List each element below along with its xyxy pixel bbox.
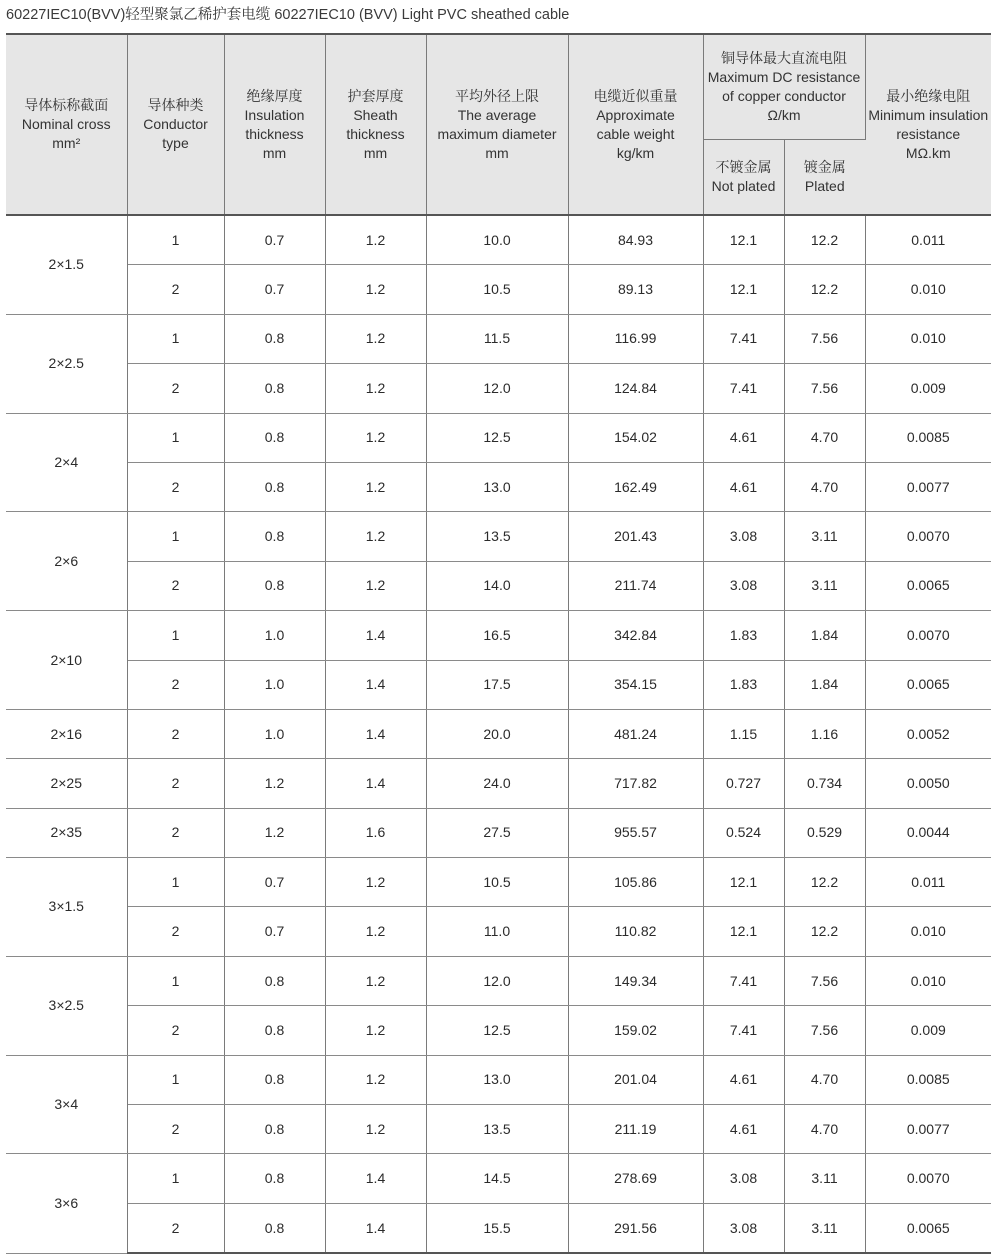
cell-insulation-thickness: 0.8 bbox=[224, 462, 325, 511]
cell-cable-weight: 159.02 bbox=[568, 1006, 703, 1055]
cell-cable-weight: 201.43 bbox=[568, 512, 703, 561]
header-sheath-thickness: 护套厚度 Sheath thickness mm bbox=[325, 34, 426, 215]
cell-sheath-thickness: 1.4 bbox=[325, 709, 426, 758]
cell-sheath-thickness: 1.4 bbox=[325, 660, 426, 709]
cell-max-diameter: 13.0 bbox=[426, 462, 568, 511]
table-row bbox=[6, 364, 991, 413]
cell-sheath-thickness: 1.6 bbox=[325, 808, 426, 857]
cell-insulation-thickness: 1.0 bbox=[224, 660, 325, 709]
cell-min-insulation-resistance: 0.009 bbox=[865, 364, 991, 413]
cell-nominal-cross: 2×35 bbox=[6, 808, 127, 857]
cell-insulation-thickness: 0.8 bbox=[224, 1105, 325, 1154]
cell-plated-resistance: 3.11 bbox=[784, 1203, 865, 1253]
cell-cable-weight: 149.34 bbox=[568, 956, 703, 1005]
cell-min-insulation-resistance: 0.0065 bbox=[865, 561, 991, 610]
cell-cable-weight: 211.19 bbox=[568, 1105, 703, 1154]
cell-plated-resistance: 3.11 bbox=[784, 561, 865, 610]
cell-min-insulation-resistance: 0.009 bbox=[865, 1006, 991, 1055]
cell-sheath-thickness: 1.2 bbox=[325, 1006, 426, 1055]
cell-insulation-thickness: 1.2 bbox=[224, 808, 325, 857]
cell-cable-weight: 278.69 bbox=[568, 1154, 703, 1203]
cell-not-plated-resistance: 4.61 bbox=[703, 462, 784, 511]
table-row bbox=[6, 709, 991, 758]
header-plated: 镀金属 Plated bbox=[784, 140, 865, 216]
cell-not-plated-resistance: 1.15 bbox=[703, 709, 784, 758]
cell-plated-resistance: 3.11 bbox=[784, 512, 865, 561]
cell-sheath-thickness: 1.2 bbox=[325, 1105, 426, 1154]
table-row bbox=[6, 907, 991, 956]
table-row bbox=[6, 314, 991, 363]
header-nominal-cross: 导体标称截面 Nominal cross mm² bbox=[6, 34, 127, 215]
cell-min-insulation-resistance: 0.0077 bbox=[865, 462, 991, 511]
cell-nominal-cross: 2×1.5 bbox=[6, 215, 127, 314]
cell-not-plated-resistance: 7.41 bbox=[703, 956, 784, 1005]
cell-min-insulation-resistance: 0.0085 bbox=[865, 1055, 991, 1104]
cell-min-insulation-resistance: 0.0044 bbox=[865, 808, 991, 857]
cell-plated-resistance: 1.16 bbox=[784, 709, 865, 758]
cell-not-plated-resistance: 1.83 bbox=[703, 611, 784, 660]
cell-plated-resistance: 7.56 bbox=[784, 314, 865, 363]
cell-max-diameter: 13.5 bbox=[426, 1105, 568, 1154]
cell-cable-weight: 354.15 bbox=[568, 660, 703, 709]
table-row bbox=[6, 660, 991, 709]
cell-conductor-type: 2 bbox=[127, 1006, 224, 1055]
table-row bbox=[6, 808, 991, 857]
cell-nominal-cross: 2×10 bbox=[6, 611, 127, 710]
cell-conductor-type: 2 bbox=[127, 1203, 224, 1253]
cell-min-insulation-resistance: 0.0070 bbox=[865, 1154, 991, 1203]
cell-conductor-type: 2 bbox=[127, 1105, 224, 1154]
header-insulation-thickness: 绝缘厚度 Insulation thickness mm bbox=[224, 34, 325, 215]
cell-cable-weight: 955.57 bbox=[568, 808, 703, 857]
cell-min-insulation-resistance: 0.0050 bbox=[865, 759, 991, 808]
cell-sheath-thickness: 1.2 bbox=[325, 265, 426, 314]
cell-min-insulation-resistance: 0.010 bbox=[865, 265, 991, 314]
cell-plated-resistance: 0.529 bbox=[784, 808, 865, 857]
cell-cable-weight: 162.49 bbox=[568, 462, 703, 511]
table-row bbox=[6, 413, 991, 462]
cell-plated-resistance: 7.56 bbox=[784, 364, 865, 413]
cable-spec-table bbox=[6, 33, 991, 1254]
cell-not-plated-resistance: 0.727 bbox=[703, 759, 784, 808]
cell-not-plated-resistance: 1.83 bbox=[703, 660, 784, 709]
cell-insulation-thickness: 0.8 bbox=[224, 1006, 325, 1055]
cell-not-plated-resistance: 12.1 bbox=[703, 215, 784, 265]
cell-insulation-thickness: 1.0 bbox=[224, 611, 325, 660]
cell-max-diameter: 14.5 bbox=[426, 1154, 568, 1203]
cell-conductor-type: 1 bbox=[127, 858, 224, 907]
cell-insulation-thickness: 0.8 bbox=[224, 413, 325, 462]
cell-sheath-thickness: 1.4 bbox=[325, 1203, 426, 1253]
header-max-diameter: 平均外径上限 The average maximum diameter mm bbox=[426, 34, 568, 215]
cell-nominal-cross: 2×4 bbox=[6, 413, 127, 512]
cell-max-diameter: 10.0 bbox=[426, 215, 568, 265]
cell-cable-weight: 291.56 bbox=[568, 1203, 703, 1253]
cell-conductor-type: 1 bbox=[127, 215, 224, 265]
cell-cable-weight: 342.84 bbox=[568, 611, 703, 660]
cell-sheath-thickness: 1.2 bbox=[325, 314, 426, 363]
cell-conductor-type: 1 bbox=[127, 1154, 224, 1203]
cell-not-plated-resistance: 0.524 bbox=[703, 808, 784, 857]
table-row bbox=[6, 561, 991, 610]
cell-min-insulation-resistance: 0.010 bbox=[865, 907, 991, 956]
cell-insulation-thickness: 0.7 bbox=[224, 858, 325, 907]
cell-max-diameter: 15.5 bbox=[426, 1203, 568, 1253]
cell-plated-resistance: 4.70 bbox=[784, 413, 865, 462]
cell-conductor-type: 1 bbox=[127, 314, 224, 363]
cell-conductor-type: 2 bbox=[127, 709, 224, 758]
cell-nominal-cross: 2×16 bbox=[6, 709, 127, 758]
cell-conductor-type: 2 bbox=[127, 561, 224, 610]
cell-max-diameter: 12.5 bbox=[426, 1006, 568, 1055]
cell-cable-weight: 116.99 bbox=[568, 314, 703, 363]
cell-min-insulation-resistance: 0.0065 bbox=[865, 1203, 991, 1253]
cell-sheath-thickness: 1.2 bbox=[325, 462, 426, 511]
cell-insulation-thickness: 0.7 bbox=[224, 907, 325, 956]
table-header bbox=[6, 34, 991, 215]
cell-nominal-cross: 2×6 bbox=[6, 512, 127, 611]
header-min-insulation-resistance: 最小绝缘电阻 Minimum insulation resistance MΩ.km bbox=[865, 34, 991, 215]
table-body bbox=[6, 215, 991, 1253]
cell-cable-weight: 211.74 bbox=[568, 561, 703, 610]
table-row bbox=[6, 1154, 991, 1203]
cell-not-plated-resistance: 7.41 bbox=[703, 1006, 784, 1055]
cell-min-insulation-resistance: 0.011 bbox=[865, 215, 991, 265]
cell-nominal-cross: 2×2.5 bbox=[6, 314, 127, 413]
cell-not-plated-resistance: 12.1 bbox=[703, 907, 784, 956]
cell-min-insulation-resistance: 0.011 bbox=[865, 858, 991, 907]
cell-nominal-cross: 3×1.5 bbox=[6, 858, 127, 957]
cell-max-diameter: 24.0 bbox=[426, 759, 568, 808]
cell-not-plated-resistance: 4.61 bbox=[703, 1055, 784, 1104]
cell-insulation-thickness: 1.2 bbox=[224, 759, 325, 808]
cell-conductor-type: 2 bbox=[127, 462, 224, 511]
cell-conductor-type: 1 bbox=[127, 413, 224, 462]
cell-min-insulation-resistance: 0.0052 bbox=[865, 709, 991, 758]
cell-insulation-thickness: 1.0 bbox=[224, 709, 325, 758]
cell-not-plated-resistance: 3.08 bbox=[703, 1154, 784, 1203]
cell-cable-weight: 717.82 bbox=[568, 759, 703, 808]
cell-insulation-thickness: 0.8 bbox=[224, 1055, 325, 1104]
cell-insulation-thickness: 0.7 bbox=[224, 215, 325, 265]
cell-plated-resistance: 12.2 bbox=[784, 215, 865, 265]
cell-conductor-type: 1 bbox=[127, 611, 224, 660]
cell-max-diameter: 10.5 bbox=[426, 858, 568, 907]
header-conductor-type: 导体种类 Conductor type bbox=[127, 34, 224, 215]
cell-cable-weight: 110.82 bbox=[568, 907, 703, 956]
cell-plated-resistance: 7.56 bbox=[784, 956, 865, 1005]
table-row bbox=[6, 1006, 991, 1055]
cell-sheath-thickness: 1.2 bbox=[325, 956, 426, 1005]
cell-plated-resistance: 12.2 bbox=[784, 907, 865, 956]
cell-min-insulation-resistance: 0.0065 bbox=[865, 660, 991, 709]
cell-sheath-thickness: 1.2 bbox=[325, 512, 426, 561]
cell-not-plated-resistance: 7.41 bbox=[703, 314, 784, 363]
cell-cable-weight: 89.13 bbox=[568, 265, 703, 314]
cell-plated-resistance: 7.56 bbox=[784, 1006, 865, 1055]
cell-insulation-thickness: 0.7 bbox=[224, 265, 325, 314]
table-row bbox=[6, 1055, 991, 1104]
cell-min-insulation-resistance: 0.0070 bbox=[865, 512, 991, 561]
cell-plated-resistance: 1.84 bbox=[784, 611, 865, 660]
table-row bbox=[6, 462, 991, 511]
cell-not-plated-resistance: 7.41 bbox=[703, 364, 784, 413]
table-row bbox=[6, 956, 991, 1005]
cell-max-diameter: 12.5 bbox=[426, 413, 568, 462]
cell-max-diameter: 17.5 bbox=[426, 660, 568, 709]
cell-not-plated-resistance: 3.08 bbox=[703, 512, 784, 561]
cell-plated-resistance: 3.11 bbox=[784, 1154, 865, 1203]
cell-sheath-thickness: 1.2 bbox=[325, 413, 426, 462]
cell-max-diameter: 11.5 bbox=[426, 314, 568, 363]
cell-insulation-thickness: 0.8 bbox=[224, 314, 325, 363]
cell-conductor-type: 1 bbox=[127, 1055, 224, 1104]
table-row bbox=[6, 858, 991, 907]
header-cable-weight: 电缆近似重量 Approximate cable weight kg/km bbox=[568, 34, 703, 215]
cell-sheath-thickness: 1.2 bbox=[325, 561, 426, 610]
cell-sheath-thickness: 1.4 bbox=[325, 1154, 426, 1203]
cell-max-diameter: 20.0 bbox=[426, 709, 568, 758]
cell-sheath-thickness: 1.2 bbox=[325, 1055, 426, 1104]
cell-max-diameter: 16.5 bbox=[426, 611, 568, 660]
cell-conductor-type: 1 bbox=[127, 956, 224, 1005]
cell-cable-weight: 105.86 bbox=[568, 858, 703, 907]
cell-max-diameter: 10.5 bbox=[426, 265, 568, 314]
cell-insulation-thickness: 0.8 bbox=[224, 364, 325, 413]
cell-max-diameter: 13.5 bbox=[426, 512, 568, 561]
cell-plated-resistance: 4.70 bbox=[784, 462, 865, 511]
cell-nominal-cross: 3×6 bbox=[6, 1154, 127, 1253]
cell-conductor-type: 2 bbox=[127, 907, 224, 956]
cell-insulation-thickness: 0.8 bbox=[224, 1203, 325, 1253]
cell-max-diameter: 13.0 bbox=[426, 1055, 568, 1104]
cell-max-diameter: 14.0 bbox=[426, 561, 568, 610]
cell-sheath-thickness: 1.2 bbox=[325, 858, 426, 907]
cell-plated-resistance: 12.2 bbox=[784, 858, 865, 907]
cell-conductor-type: 1 bbox=[127, 512, 224, 561]
page-title: 60227IEC10(BVV)轻型聚氯乙稀护套电缆 60227IEC10 (BVV) Light PVC sheathed cable bbox=[6, 7, 570, 23]
cell-insulation-thickness: 0.8 bbox=[224, 1154, 325, 1203]
cell-min-insulation-resistance: 0.010 bbox=[865, 314, 991, 363]
cell-cable-weight: 84.93 bbox=[568, 215, 703, 265]
cell-max-diameter: 27.5 bbox=[426, 808, 568, 857]
cell-conductor-type: 2 bbox=[127, 265, 224, 314]
table-row bbox=[6, 512, 991, 561]
cell-nominal-cross: 3×2.5 bbox=[6, 956, 127, 1055]
cell-nominal-cross: 3×4 bbox=[6, 1055, 127, 1154]
cell-insulation-thickness: 0.8 bbox=[224, 561, 325, 610]
cell-sheath-thickness: 1.2 bbox=[325, 364, 426, 413]
cell-min-insulation-resistance: 0.0077 bbox=[865, 1105, 991, 1154]
cell-insulation-thickness: 0.8 bbox=[224, 512, 325, 561]
cell-not-plated-resistance: 4.61 bbox=[703, 1105, 784, 1154]
cell-cable-weight: 481.24 bbox=[568, 709, 703, 758]
table-row bbox=[6, 611, 991, 660]
table-row bbox=[6, 265, 991, 314]
cell-sheath-thickness: 1.2 bbox=[325, 907, 426, 956]
cell-min-insulation-resistance: 0.010 bbox=[865, 956, 991, 1005]
cell-cable-weight: 201.04 bbox=[568, 1055, 703, 1104]
cell-conductor-type: 2 bbox=[127, 808, 224, 857]
header-not-plated: 不镀金属 Not plated bbox=[703, 140, 784, 216]
cell-sheath-thickness: 1.4 bbox=[325, 611, 426, 660]
cell-max-diameter: 12.0 bbox=[426, 364, 568, 413]
cell-conductor-type: 2 bbox=[127, 660, 224, 709]
cell-cable-weight: 154.02 bbox=[568, 413, 703, 462]
cell-not-plated-resistance: 3.08 bbox=[703, 1203, 784, 1253]
cell-not-plated-resistance: 12.1 bbox=[703, 265, 784, 314]
cell-max-diameter: 12.0 bbox=[426, 956, 568, 1005]
cell-nominal-cross: 2×25 bbox=[6, 759, 127, 808]
cell-min-insulation-resistance: 0.0085 bbox=[865, 413, 991, 462]
cell-min-insulation-resistance: 0.0070 bbox=[865, 611, 991, 660]
cell-plated-resistance: 4.70 bbox=[784, 1055, 865, 1104]
cell-cable-weight: 124.84 bbox=[568, 364, 703, 413]
cell-sheath-thickness: 1.4 bbox=[325, 759, 426, 808]
cell-plated-resistance: 1.84 bbox=[784, 660, 865, 709]
cell-not-plated-resistance: 4.61 bbox=[703, 413, 784, 462]
table-row bbox=[6, 1203, 991, 1253]
cell-conductor-type: 2 bbox=[127, 759, 224, 808]
cell-conductor-type: 2 bbox=[127, 364, 224, 413]
cell-plated-resistance: 4.70 bbox=[784, 1105, 865, 1154]
header-dc-resistance: 铜导体最大直流电阻 Maximum DC resistance of copper conductor Ω/km bbox=[703, 34, 865, 140]
cell-not-plated-resistance: 3.08 bbox=[703, 561, 784, 610]
cell-insulation-thickness: 0.8 bbox=[224, 956, 325, 1005]
table-row bbox=[6, 759, 991, 808]
table-row bbox=[6, 215, 991, 265]
cell-not-plated-resistance: 12.1 bbox=[703, 858, 784, 907]
cell-plated-resistance: 0.734 bbox=[784, 759, 865, 808]
table-row bbox=[6, 1105, 991, 1154]
cell-max-diameter: 11.0 bbox=[426, 907, 568, 956]
cell-sheath-thickness: 1.2 bbox=[325, 215, 426, 265]
cell-plated-resistance: 12.2 bbox=[784, 265, 865, 314]
